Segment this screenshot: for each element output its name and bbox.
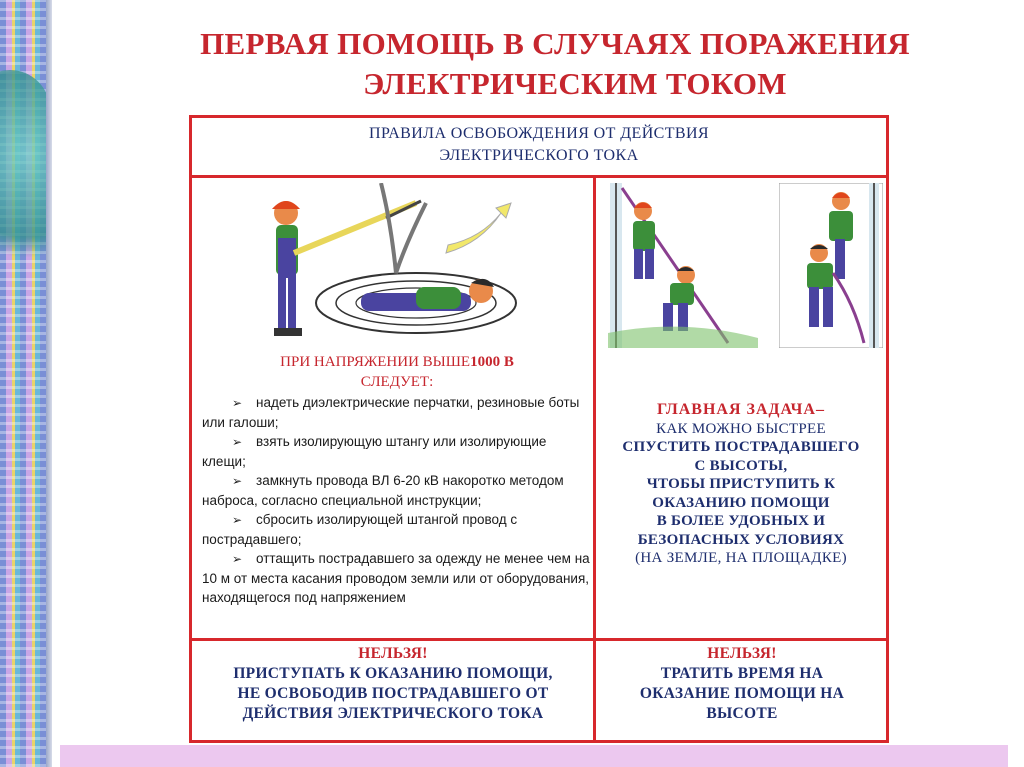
title-line-2: ЭЛЕКТРИЧЕСКИМ ТОКОМ [363, 66, 787, 101]
main-task-label: ГЛАВНАЯ ЗАДАЧА [657, 401, 816, 418]
height-rescue-drawing-2 [779, 183, 883, 348]
list-item [202, 432, 592, 471]
prohibition-line: ОКАЗАНИЕ ПОМОЩИ НА [639, 685, 845, 702]
main-task-dash: – [815, 401, 825, 418]
voltage-value: 1000 В [470, 354, 514, 370]
list-item [202, 393, 592, 432]
decorative-bottom-band [60, 745, 1008, 767]
illustration-height-rescue-1 [608, 183, 758, 348]
arrow-bullet-icon [202, 511, 256, 530]
rules-table [189, 115, 889, 743]
divider-bottom [192, 638, 886, 641]
main-task-note: (НА ЗЕМЛЕ, НА ПЛОЩАДКЕ) [635, 550, 847, 566]
height-rescue-drawing-1 [608, 183, 758, 348]
decorative-orb [0, 70, 50, 280]
main-task-block [596, 401, 886, 568]
prohibition-left [196, 644, 590, 724]
arrow-bullet-icon [202, 433, 256, 452]
voltage-condition-suffix: СЛЕДУЕТ: [360, 374, 434, 390]
main-task-line: БЕЗОПАСНЫХ УСЛОВИЯХ [637, 531, 845, 548]
arrow-bullet-icon [202, 472, 256, 491]
main-task-line: В БОЛЕЕ УДОБНЫХ И [656, 513, 826, 529]
list-item-text: оттащить пострадавшего за одежду не менее чем на 10 м от места касания проводом земли или от оборудования, находящегося под напряжением [202, 551, 590, 605]
main-task-line: КАК МОЖНО БЫСТРЕЕ [656, 420, 826, 437]
title-line-1: ПЕРВАЯ ПОМОЩЬ В СЛУЧАЯХ ПОРАЖЕНИЯ [200, 26, 910, 61]
list-item-text: надеть диэлектрические перчатки, резиновые боты или галоши; [202, 395, 580, 430]
main-task-line: СПУСТИТЬ ПОСТРАДАВШЕГО [622, 439, 860, 455]
voltage-condition [202, 352, 592, 392]
list-item [202, 510, 592, 549]
divider-header [192, 175, 886, 178]
list-item-text: замкнуть провода ВЛ 6-20 кВ накоротко методом наброса, согласно специальной инструкции; [202, 473, 564, 508]
main-task-line: ОКАЗАНИЮ ПОМОЩИ [652, 494, 830, 511]
table-header-line-1: ПРАВИЛА ОСВОБОЖДЕНИЯ ОТ ДЕЙСТВИЯ [369, 125, 709, 142]
insulating-rod-drawing [266, 183, 522, 347]
prohibition-label: НЕЛЬЗЯ! [707, 645, 777, 662]
prohibition-line: ВЫСОТЕ [706, 705, 778, 722]
prohibition-right [598, 644, 886, 724]
list-item [202, 471, 592, 510]
illustration-height-rescue-2 [779, 183, 883, 348]
release-steps-list [202, 393, 592, 607]
list-item-text: сбросить изолирующей штангой провод с пострадавшего; [202, 512, 518, 547]
table-header [192, 118, 886, 178]
prohibition-line: ТРАТИТЬ ВРЕМЯ НА [660, 665, 824, 682]
main-task-line: С ВЫСОТЫ, [694, 457, 788, 474]
decorative-left-strip [0, 0, 52, 767]
page-title [150, 24, 960, 104]
voltage-condition-prefix: ПРИ НАПРЯЖЕНИИ ВЫШЕ [280, 354, 471, 370]
illustration-insulating-rod [266, 183, 522, 347]
strip-edge [46, 0, 52, 767]
prohibition-line: ДЕЙСТВИЯ ЭЛЕКТРИЧЕСКОГО ТОКА [242, 705, 544, 722]
prohibition-label: НЕЛЬЗЯ! [358, 645, 428, 662]
arrow-bullet-icon [202, 550, 256, 569]
arrow-bullet-icon [202, 394, 256, 413]
main-task-line: ЧТОБЫ ПРИСТУПИТЬ К [646, 476, 836, 492]
list-item [202, 549, 592, 607]
prohibition-line: ПРИСТУПАТЬ К ОКАЗАНИЮ ПОМОЩИ, [233, 665, 553, 682]
table-header-line-2: ЭЛЕКТРИЧЕСКОГО ТОКА [439, 147, 639, 164]
list-item-text: взять изолирующую штангу или изолирующие клещи; [202, 434, 547, 469]
prohibition-line: НЕ ОСВОБОДИВ ПОСТРАДАВШЕГО ОТ [237, 685, 549, 702]
